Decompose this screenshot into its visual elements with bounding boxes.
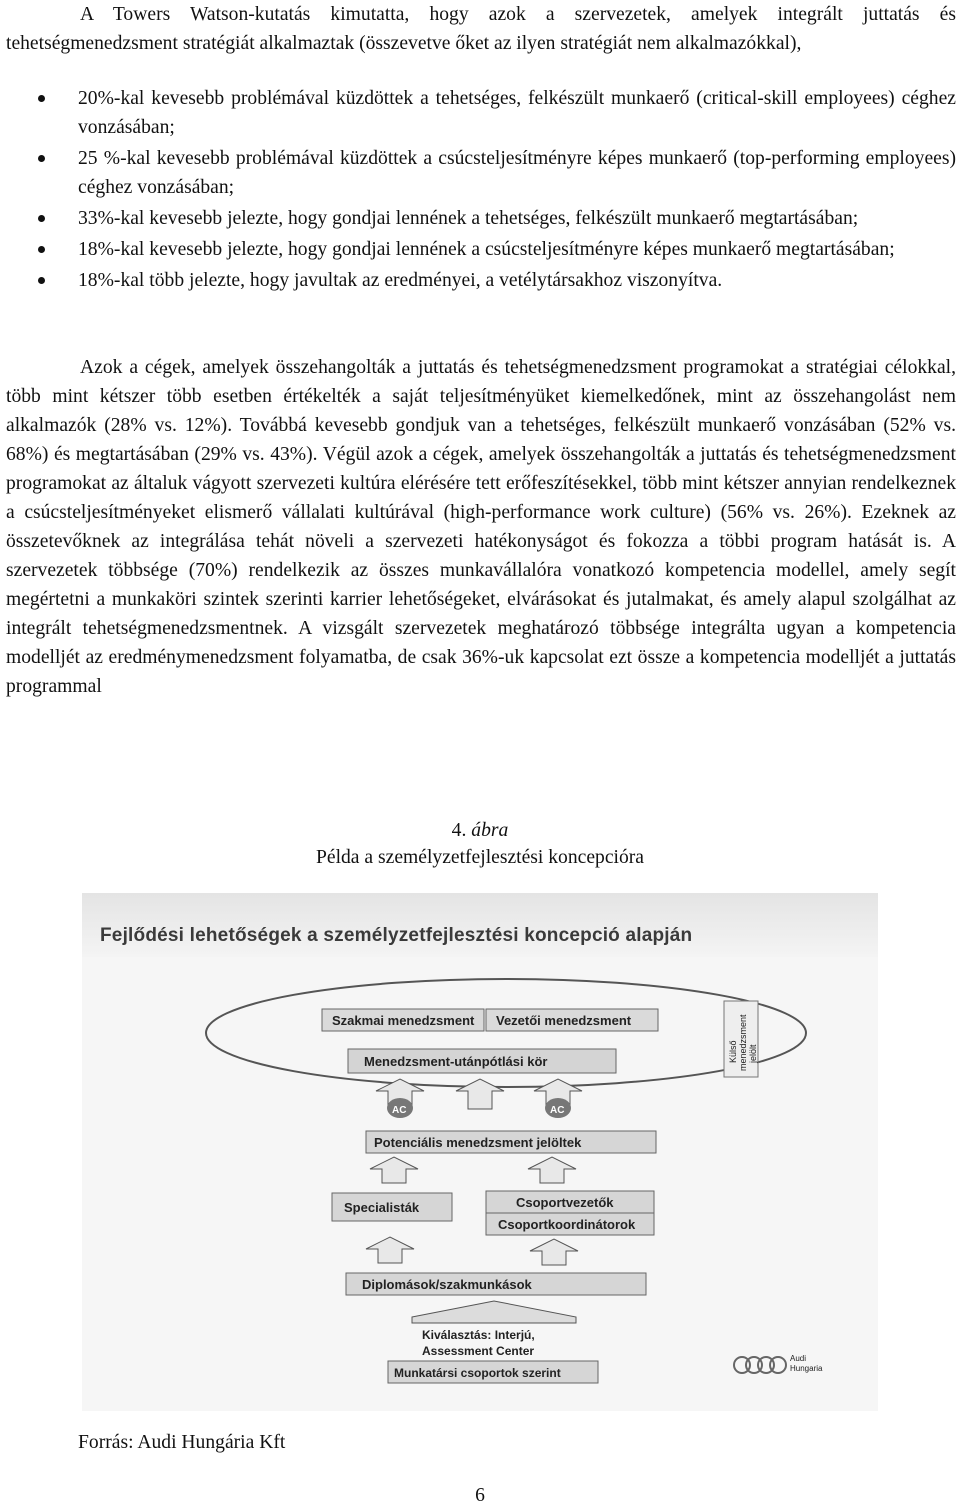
logo-text-2: Hungaria [790,1364,823,1373]
bullet-icon [38,246,45,253]
side-label-2: menedzsment [738,1014,748,1071]
svg-text:AC: AC [550,1105,565,1116]
bullet-list [30,84,956,297]
label-munkatarsi: Munkatársi csoportok szerint [394,1366,561,1380]
label-kor: Menedzsment-utánpótlási kör [364,1054,548,1069]
arrow-up-icon [366,1237,414,1263]
development-diagram [82,893,878,1411]
arrow-up-icon [370,1157,418,1183]
figure-number: 4. ábra [451,820,509,841]
diagram-heading: Fejlődési lehetőségek a személyzetfejlesztési koncepció alapján [100,925,693,946]
label-diplomasok: Diplomások/szakmunkások [362,1277,532,1292]
label-csoportkoord: Csoportkoordinátorok [498,1217,636,1232]
arrow-up-icon [530,1239,578,1265]
list-item: 25 %-kal kevesebb problémával küzdöttek a csúcsteljesítményre képes munkaerő (top-performing employees) céghez vonzásában; [30,144,956,202]
label-potencialis: Potenciális menedzsment jelöltek [374,1135,582,1150]
list-item: 18%-kal több jelezte, hogy javultak az eredményei, a vetélytársakhoz viszonyítva. [30,266,956,295]
arrow-up-icon [456,1079,504,1109]
roof-shape [412,1301,576,1323]
side-label-1: Külső [728,1040,738,1063]
label-kivalasztas-1: Kiválasztás: Interjú, [422,1328,535,1342]
list-item: 20%-kal kevesebb problémával küzdöttek a tehetséges, felkészült munkaerő (critical-skill employees) céghez vonzásában; [30,84,956,142]
body-paragraph: Azok a cégek, amelyek összehangolták a juttatás és tehetségmenedzsment programokat a stratégiai célokkal, több mint kétszer több esetben értékelték a saját teljesítményüket kiemelkedőnek, mint az összehangolást nem alkalmazók (28% vs. 12%). Továbbá kevesebb gondjuk van a tehetséges, felkészült munkaerő vonzásában (52% vs. 68%) és megtartásában (29% vs. 43%). Végül azok a cégek, amelyek összehangolták a juttatás és tehetségmenedzsment programokat az általuk vágyott szervezeti kultúra elérésére tett erőfeszítésekkel, több mint kétszer annyian rendelkeznek a csúcsteljesítményeket elismerő vállalati kultúrával (high-performance work culture) (56% vs. 26%). Ezeknek az összetevőknek az integrálása tehát növeli a szervezeti hatékonyságot és fokozza a többi program hatását is. A szervezetek többsége (70%) rendelkezik az összes munkavállalóra vonatkozó kompetencia modellel, amely segít megértetni a munkaköri szintek szerinti karrier lehetőségeket, elvárásokat és jutalmakat, és amely alapul szolgálhat az integrált tehetségmenedzsmentnek. A vizsgált szervezetek meghatározó többsége integrálta ugyan a kompetencia modelljét az eredménymenedzsment folyamatba, de csak 36%-uk kapcsolat ezt össze a kompetencia modelljét a juttatás programmal [6,357,956,697]
label-csoportvezetok: Csoportvezetők [516,1195,614,1210]
four-rings-logo [734,1357,786,1373]
bullet-icon [38,215,45,222]
bullet-icon [38,155,45,162]
list-item: 33%-kal kevesebb jelezte, hogy gondjai lennének a tehetséges, felkészült munkaerő megtartásában; [30,204,956,233]
figure-title: Példa a személyzetfejlesztési koncepcióra [315,847,645,868]
intro-paragraph: A Towers Watson-kutatás kimutatta, hogy azok a szervezetek, amelyek integrált juttatás és tehetségmenedzsment stratégiát alkalmaztak (összevetve őket az ilyen stratégiát nem alkalmazókkal), [6,4,956,54]
bullet-icon [38,277,45,284]
page-number: 6 [475,1485,485,1506]
label-vezetoi: Vezetői menedzsment [496,1013,632,1028]
bullet-icon [38,95,45,102]
label-szakmai: Szakmai menedzsment [332,1013,475,1028]
side-label-3: jelölt [748,1044,758,1063]
figure-source: Forrás: Audi Hungária Kft [78,1432,286,1453]
arrow-up-icon [528,1157,576,1183]
list-item: 18%-kal kevesebb jelezte, hogy gondjai lennének a csúcsteljesítményre képes munkaerő megtartásában; [30,235,956,264]
logo-text-1: Audi [790,1354,807,1363]
svg-text:AC: AC [392,1105,407,1116]
label-specialistak: Specialisták [344,1200,420,1215]
label-kivalasztas-2: Assessment Center [422,1344,535,1358]
diagram-svg [82,893,878,1411]
